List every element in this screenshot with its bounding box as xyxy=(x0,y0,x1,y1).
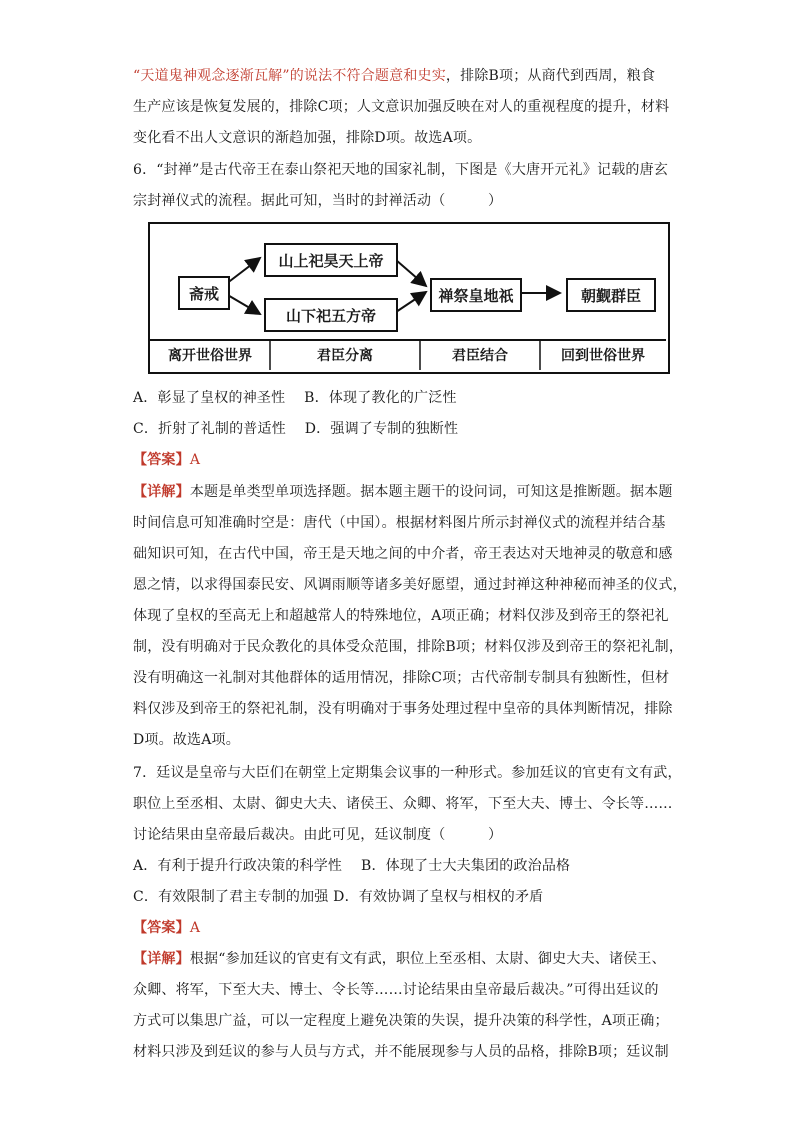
box-upper-sacrifice: 山上祀昊天上帝 xyxy=(264,243,398,277)
box-earth-sacrifice: 禅祭皇地祇 xyxy=(430,278,522,312)
text-line: 7．廷议是皇帝与大臣们在朝堂上定期集会议事的一种形式。参加廷议的官吏有文有武， xyxy=(133,765,682,781)
text-line: 众卿、将军，下至大夫、博士、令长等……讨论结果由皇帝最后裁决。”可得出廷议的 xyxy=(133,982,659,998)
text-span: 变化看不出人文意识的渐趋加强，排除D项。故选A项。 xyxy=(133,130,482,146)
arrow-lower-to-middle xyxy=(396,292,426,312)
option-line: C．有效限制了君主专制的加强 D．有效协调了皇权与相权的矛盾 xyxy=(133,889,544,905)
text-line xyxy=(133,61,661,92)
detail-tag: 【详解】 xyxy=(133,951,190,967)
ceremony-flow-diagram xyxy=(148,222,670,374)
answer-tag: 【答案】 xyxy=(133,452,190,468)
answer-tag: 【答案】 xyxy=(133,920,190,936)
arrow-to-upper xyxy=(226,258,260,284)
answer-line xyxy=(133,913,661,944)
box-lower-sacrifice: 山下祀五方帝 xyxy=(264,298,398,332)
text-line: 础知识可知，在古代中国，帝王是天地之间的中介者，帝王表达对天地神灵的敬意和感 xyxy=(133,546,673,562)
quoted-phrase: “天道鬼神观念逐渐瓦解”的说法不符合题意和史实 xyxy=(133,68,446,84)
text-line: 制，没有明确对于民众教化的具体受众范围，排除B项；材料仅涉及到帝王的祭祀礼制， xyxy=(133,639,684,655)
answer-value: A xyxy=(189,452,201,468)
text-span: ，排除B项；从商代到西周，粮食 xyxy=(445,68,656,84)
text-span: 本题是单类型单项选择题。据本题主题干的设问词，可知这是推断题。据本题 xyxy=(189,484,673,500)
text-line: 6．“封禅”是古代帝王在泰山祭祀天地的国家礼制，下图是《大唐开元礼》记载的唐玄 xyxy=(133,162,669,178)
answer-line xyxy=(133,445,661,476)
stage-label: 回到世俗世界 xyxy=(561,348,645,364)
option-line: A．有利于提升行政决策的科学性 B．体现了士大夫集团的政治品格 xyxy=(133,858,571,874)
text-line: 讨论结果由皇帝最后裁决。由此可见，廷议制度（ ） xyxy=(133,827,503,843)
answer-value: A xyxy=(189,920,201,936)
text-line: 恩之情，以求得国泰民安、风调雨顺等诸多美好愿望，通过封禅这种神秘而神圣的仪式， xyxy=(133,577,687,593)
text-line: 时间信息可知准确时空是：唐代（中国）。根据材料图片所示封禅仪式的流程并结合基 xyxy=(133,515,666,531)
question-7-stem xyxy=(133,758,682,1068)
arrow-upper-to-middle xyxy=(396,260,426,286)
arrow-to-lower xyxy=(226,294,260,314)
box-fasting: 斋戒 xyxy=(178,276,230,310)
text-line: D项。故选A项。 xyxy=(133,732,240,748)
detail-tag: 【详解】 xyxy=(133,484,190,500)
text-span: 根据“参加廷议的官吏有文有武，职位上至丞相、太尉、御史大夫、诸侯王、 xyxy=(189,951,666,967)
text-line: 方式可以集思广益，可以一定程度上避免决策的失误，提升决策的科学性，A项正确； xyxy=(133,1013,669,1029)
text-line xyxy=(133,92,670,123)
prev-detail-paragraph xyxy=(133,61,670,154)
text-line xyxy=(133,944,666,975)
text-line: 料仅涉及到帝王的祭祀礼制，没有明确对于事务处理过程中皇帝的具体判断情况，排除 xyxy=(133,701,673,717)
stage-label: 离开世俗世界 xyxy=(168,348,252,364)
question-6-detail xyxy=(133,477,687,756)
box-audience: 朝觐群臣 xyxy=(566,278,656,312)
question-6-stem xyxy=(133,155,669,217)
text-line: 宗封禅仪式的流程。据此可知，当时的封禅活动（ ） xyxy=(133,193,503,209)
text-line: 体现了皇权的至高无上和超越常人的特殊地位，A项正确；材料仅涉及到帝王的祭祀礼 xyxy=(133,608,669,624)
text-line: 职位上至丞相、太尉、御史大夫、诸侯王、众卿、将军，下至大夫、博士、令长等…… xyxy=(133,796,673,812)
text-span: 生产应该是恢复发展的，排除C项；人文意识加强反映在对人的重视程度的提升，材料 xyxy=(133,99,670,115)
question-6-options xyxy=(133,383,661,476)
option-line: C．折射了礼制的普适性 D．强调了专制的独断性 xyxy=(133,421,459,437)
option-line: A．彰显了皇权的神圣性 B．体现了教化的广泛性 xyxy=(133,390,457,406)
stage-label: 君臣结合 xyxy=(452,348,508,364)
text-line xyxy=(133,477,673,508)
text-line: 没有明确这一礼制对其他群体的适用情况，排除C项；古代帝制专制具有独断性，但材 xyxy=(133,670,670,686)
text-line: 材料只涉及到廷议的参与人员与方式，并不能展现参与人员的品格，排除B项；廷议制 xyxy=(133,1044,669,1060)
stage-label: 君臣分离 xyxy=(317,348,373,364)
text-line xyxy=(133,123,661,154)
